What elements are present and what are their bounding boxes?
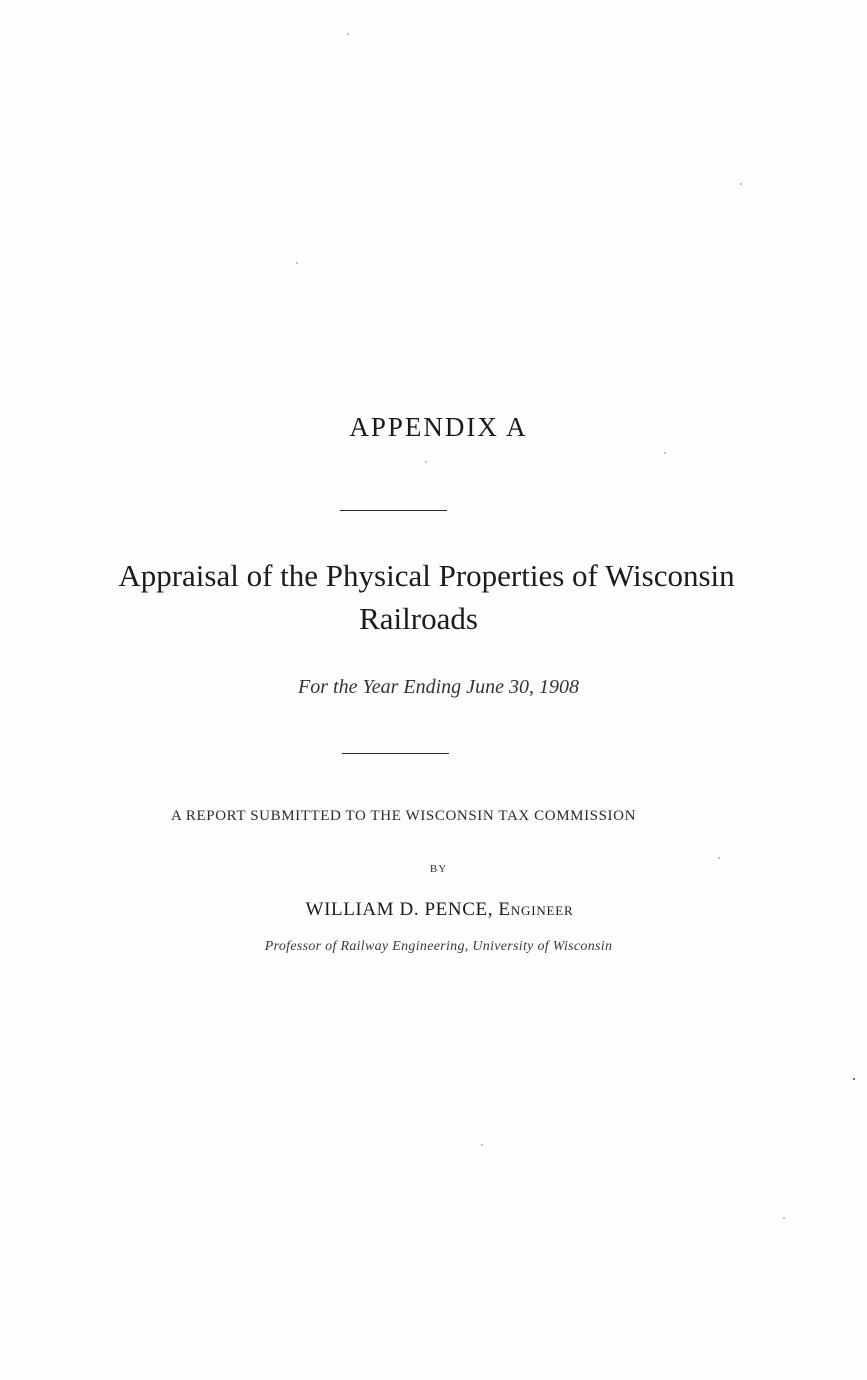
scan-speck (347, 33, 349, 35)
author-line (0, 899, 867, 921)
scan-speck (664, 452, 666, 454)
author-name: WILLIAM D. PENCE, (305, 899, 494, 920)
scan-speck (740, 183, 742, 185)
scan-speck (425, 461, 427, 463)
scan-speck (853, 1078, 855, 1080)
scan-speck (718, 857, 720, 859)
divider-rule-bottom (342, 753, 449, 754)
scan-speck (296, 262, 298, 264)
report-title-line-1: Appraisal of the Physical Properties of Wisconsin (118, 558, 735, 593)
by-label: BY (429, 863, 448, 875)
scan-speck (481, 1144, 483, 1146)
appendix-heading: APPENDIX A (349, 412, 528, 442)
submission-line: A REPORT SUBMITTED TO THE WISCONSIN TAX COMMISSION (170, 808, 637, 824)
divider-rule-top (340, 510, 447, 511)
author-role: Engineer (498, 899, 574, 920)
report-subtitle: For the Year Ending June 30, 1908 (298, 676, 579, 698)
report-title-line-2: Railroads (359, 601, 478, 636)
author-affiliation: Professor of Railway Engineering, University of Wisconsin (264, 939, 613, 954)
scan-speck (783, 1217, 785, 1219)
